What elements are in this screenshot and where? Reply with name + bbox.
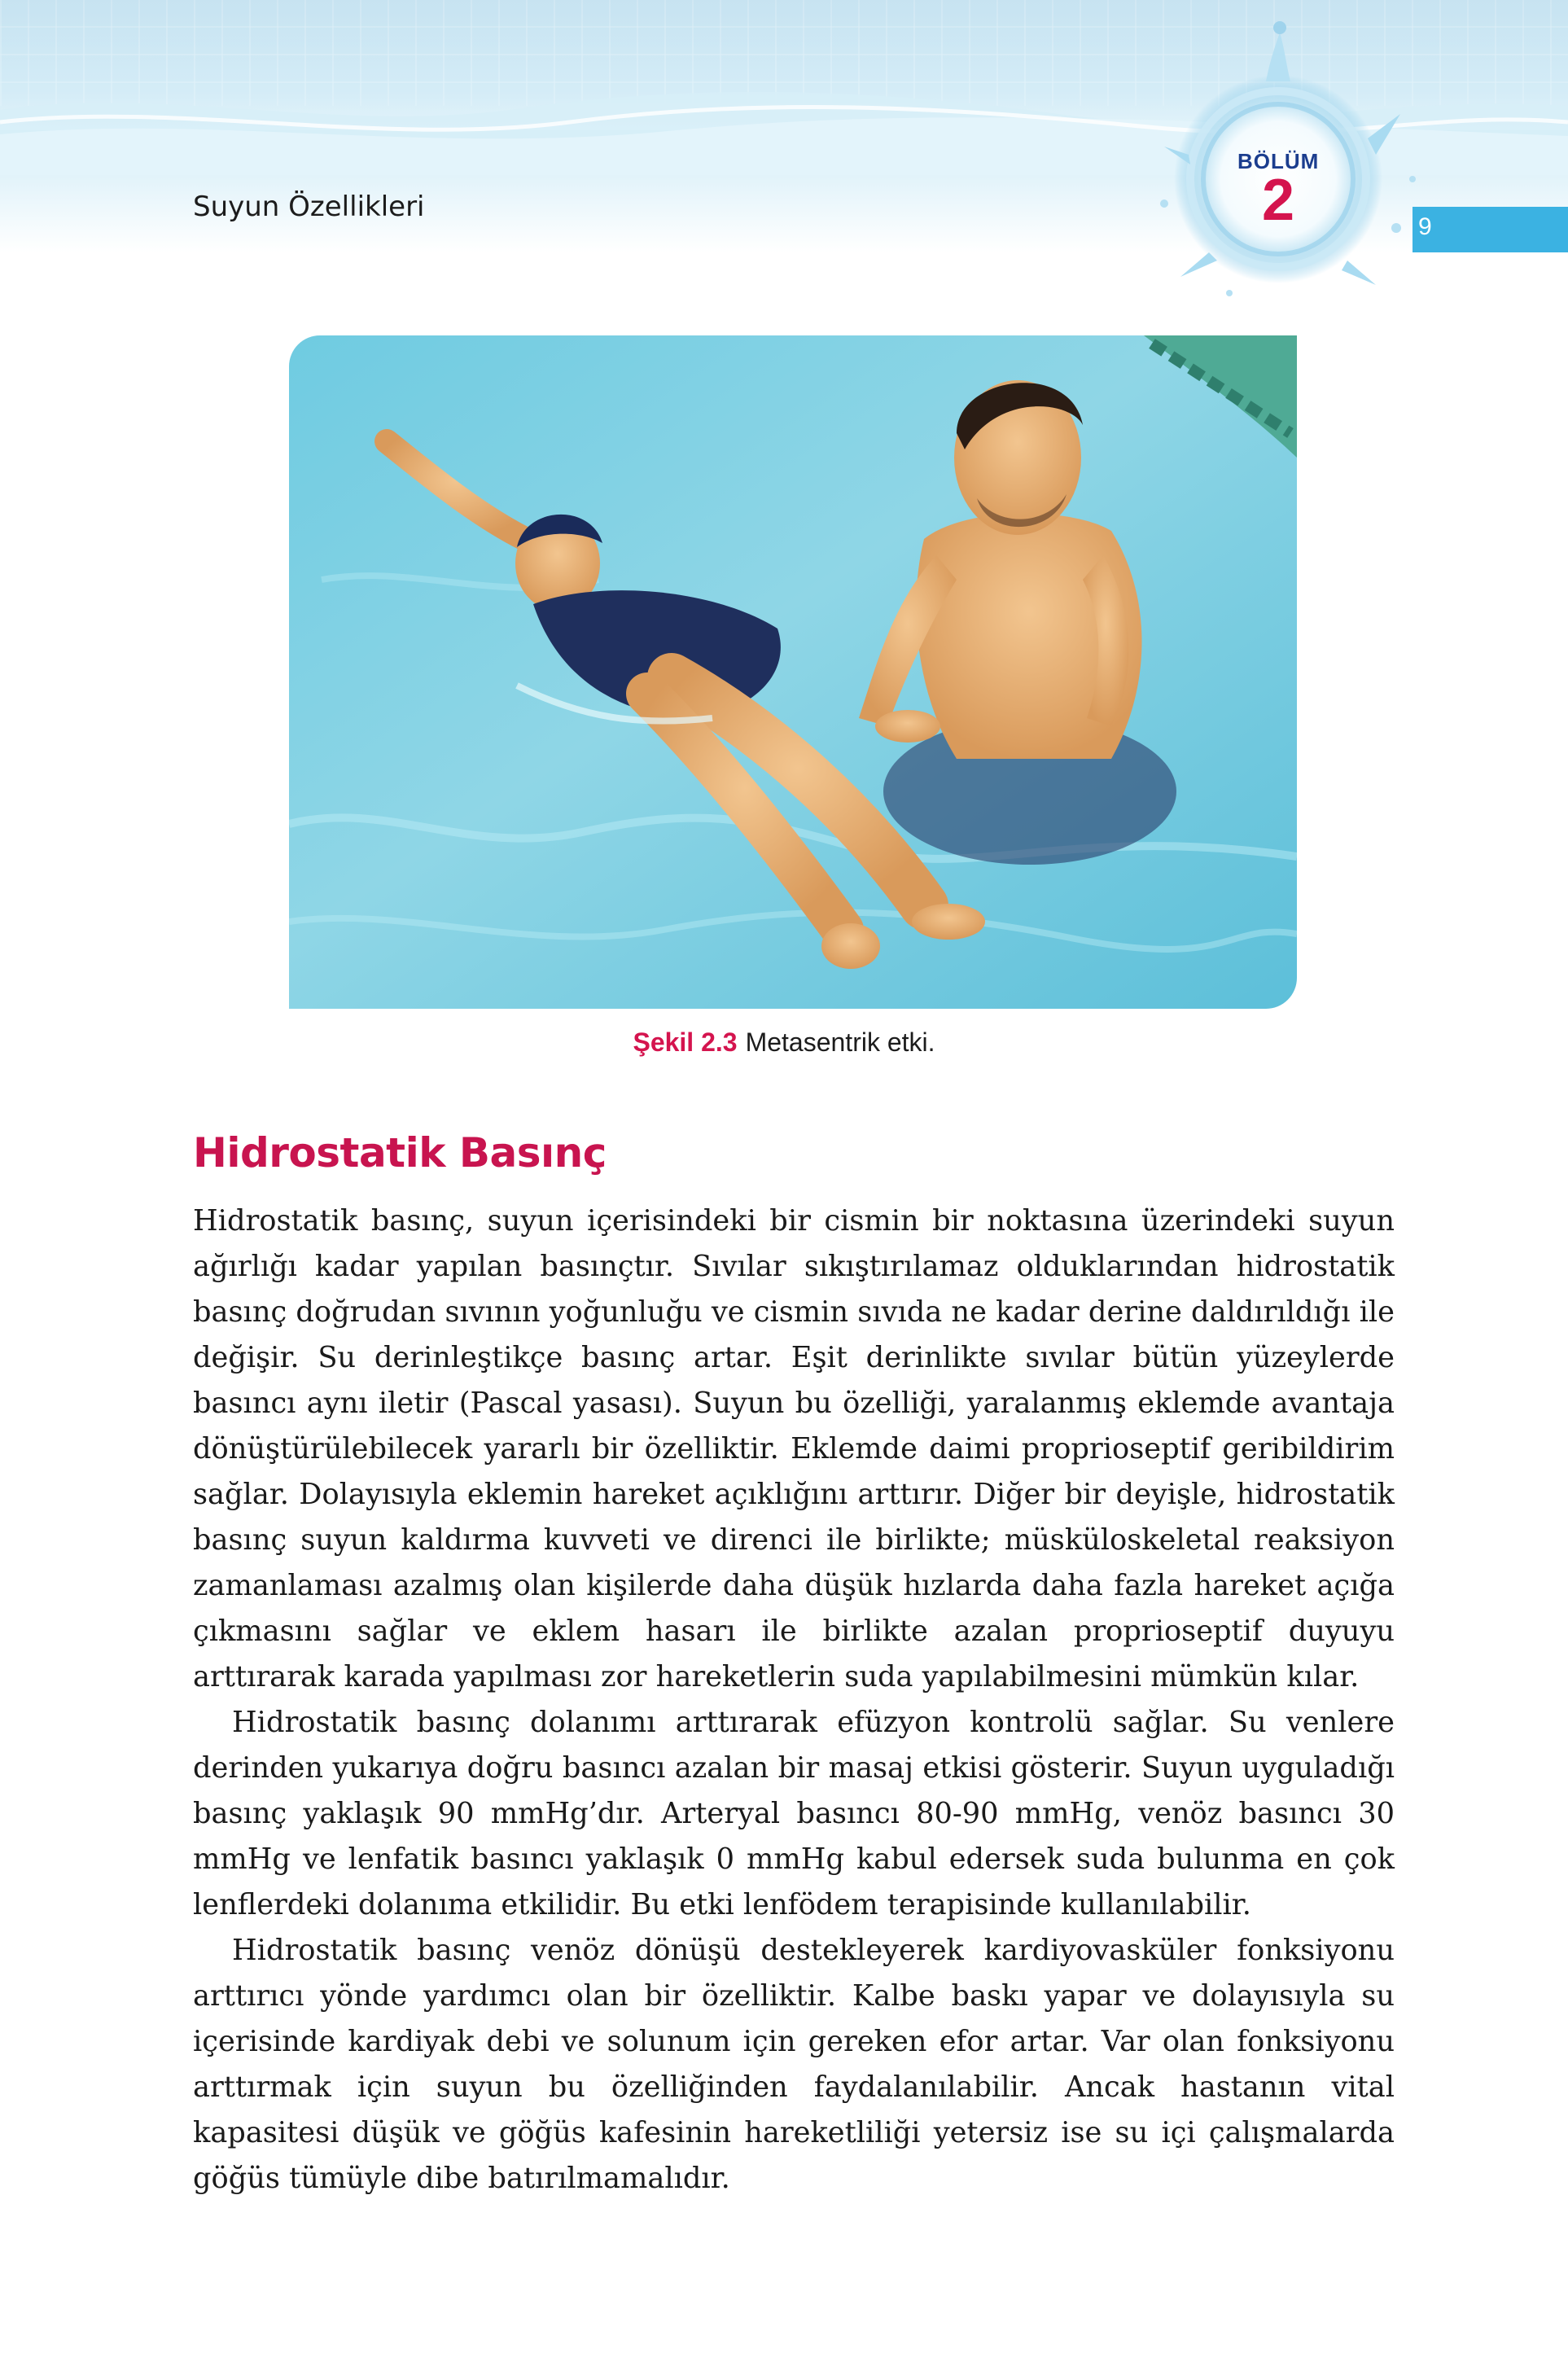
figure-caption — [0, 1027, 1568, 1058]
running-header-title: Suyun Özellikleri — [193, 191, 425, 223]
page-number-tab — [1413, 207, 1568, 252]
page-number: 9 — [1418, 213, 1432, 240]
figure-caption-number: Şekil 2.3 — [633, 1027, 738, 1057]
section-heading: Hidrostatik Basınç — [193, 1129, 607, 1176]
figure-photo — [289, 335, 1297, 1009]
paragraph: Hidrostatik basınç dolanımı arttırarak efüzyon kontrolü sağlar. Su venlere derinden yukarıya doğru basıncı azalan bir masaj etkisi gösterir. Suyun uyguladığı basınç yaklaşık 90 mmHg’dır. Arteryal basıncı 80-90 mmHg, venöz basıncı 30 mmHg ve lenfatik basıncı yaklaşık 0 mmHg kabul edersek suda bulunma en çok lenflerdeki dolanıma etkilidir. Bu etki lenfödem terapisinde kullanılabilir. — [193, 1706, 1395, 1921]
chapter-label: BÖLÜM — [1237, 149, 1320, 173]
figure-caption-text: Metasentrik etki. — [745, 1027, 935, 1057]
paragraph: Hidrostatik basınç venöz dönüşü destekleyerek kardiyovasküler fonksiyonu arttırıcı yönde yardımcı olan bir özelliktir. Kalbe baskı yapar ve dolayısıyla su içerisinde kardiyak debi ve solunum için gereken efor artar. Var olan fonksiyonu arttırmak için suyun bu özelliğinden faydalanılabilir. Ancak hastanın vital kapasitesi düşük ve göğüs kafesinin hareketliliği yetersiz ise su içi çalışmalarda göğüs tümüyle dibe batırılmamalıdır. — [193, 1934, 1395, 2195]
chapter-number: 2 — [1261, 168, 1295, 233]
section-body — [193, 1198, 1395, 2202]
paragraph: Hidrostatik basınç, suyun içerisindeki bir cismin bir noktasına üzerindeki suyun ağırlığı kadar yapılan basınçtır. Sıvılar sıkıştırılamaz olduklarından hidrostatik basınç doğrudan sıvının yoğunluğu ve cismin sıvıda ne kadar derine daldırıldığı ile değişir. Su derinleştikçe basınç artar. Eşit derinlikte sıvılar bütün yüzeylerde basıncı aynı iletir (Pascal yasası). Suyun bu özelliği, yaralanmış eklemde avantaja dönüştürülebilecek yararlı bir özelliktir. Eklemde daimi proprioseptif geribildirim sağlar. Dolayısıyla eklemin hareket açıklığını arttırır. Diğer bir deyişle, hidrostatik basınç suyun kaldırma kuvveti ve direnci ile birlikte; müsküloskeletal reaksiyon zamanlaması azalmış olan kişilerde daha düşük hızlarda daha fazla hareket açığa çıkmasını sağlar ve eklem hasarı ile birlikte azalan proprioseptif duyuyu arttırarak karada yapılması zor hareketlerin suda yapılabilmesini mümkün kılar. — [193, 1204, 1395, 1693]
